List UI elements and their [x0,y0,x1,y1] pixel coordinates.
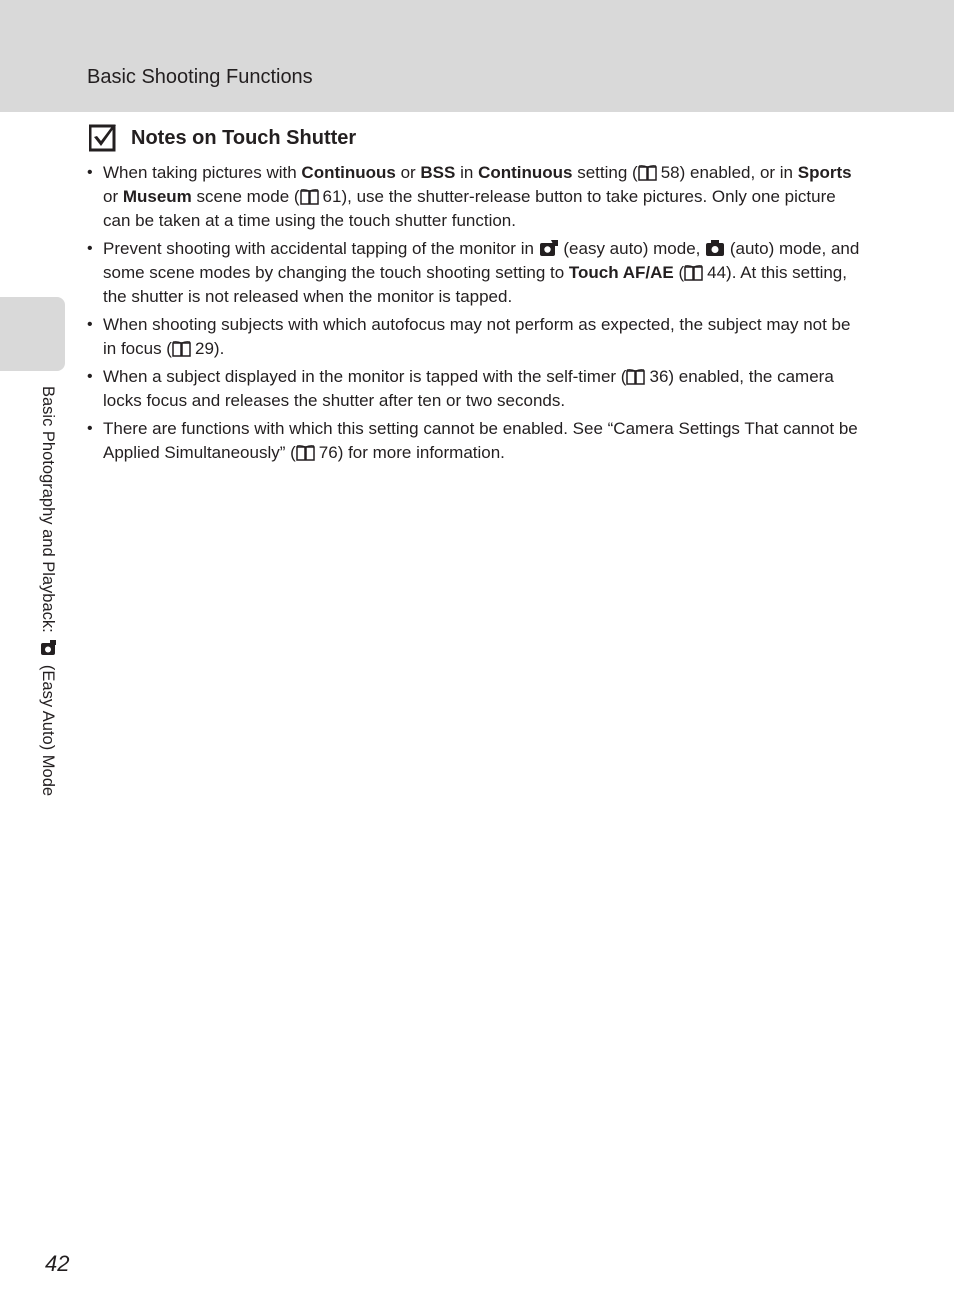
page-reference: 29 [194,339,214,358]
bullet-text: ) enabled, or in [679,163,798,182]
bullet-text: ). [213,339,225,358]
bullet-text: ( [673,263,685,282]
note-heading [89,123,356,153]
chapter-label [38,386,58,796]
page-reference: 44 [707,263,727,282]
page-reference: 61 [322,187,342,206]
bullet-text: or [395,163,421,182]
list-item [87,237,867,309]
bullet-dot: • [87,164,93,181]
section-title: Basic Shooting Functions [87,66,313,88]
bullet-dot: • [87,368,93,385]
easy-auto-mode-icon [539,239,559,257]
book-reference-icon [684,265,703,281]
bullet-text: There are functions with which this setting cannot be enabled. See “Camera Settings That cannot be Applied Simultaneously” ( [103,419,858,462]
bullet-text: or [103,187,123,206]
page-reference: 36 [649,367,669,386]
bullet-dot: • [87,420,93,437]
bullet-text: When a subject displayed in the monitor is tapped with the self-timer ( [103,367,627,386]
check-mark-icon [89,124,117,152]
header-band [0,0,954,112]
bullet-text: ), use the shutter-release button to take pictures. Only one picture can be taken at a time using the touch shutter function. [103,187,836,230]
bullet-text: ) for more information. [337,443,505,462]
note-title: Notes on Touch Shutter [131,126,357,149]
bullet-dot: • [87,316,93,333]
page-reference: 76 [318,443,338,462]
bold-term: Touch AF/AE [568,263,674,282]
bullet-text: scene mode ( [191,187,300,206]
book-reference-icon [626,369,645,385]
book-reference-icon [172,341,191,357]
list-item [87,365,867,413]
list-item [87,161,867,233]
note-bullet-list [87,161,867,469]
bullet-text: (auto) mode, and some scene modes by changing the touch shooting setting to [103,239,860,282]
easy-auto-mode-icon [38,640,58,657]
page-reference: 58 [660,163,680,182]
bold-term: BSS [420,163,456,182]
chapter-label-suffix: (Easy Auto) Mode [39,660,57,797]
bullet-text: ). At this setting, the shutter is not released when the monitor is tapped. [103,263,847,306]
chapter-tab [0,297,65,371]
bullet-text: When taking pictures with [103,163,302,182]
bullet-text: Prevent shooting with accidental tapping of the monitor in [103,239,539,258]
auto-mode-camera-icon [705,239,725,257]
bullet-text: When shooting subjects with which autofocus may not perform as expected, the subject may not be in focus ( [103,315,851,358]
book-reference-icon [638,165,657,181]
page-number: 42 [45,1251,70,1276]
bold-term: Museum [122,187,192,206]
book-reference-icon [300,189,319,205]
bold-term: Continuous [478,163,573,182]
list-item [87,313,867,361]
bold-term: Sports [797,163,852,182]
chapter-label-prefix: Basic Photography and Playback: [39,386,57,638]
bullet-text: (easy auto) mode, [558,239,706,258]
bullet-text: in [455,163,479,182]
bold-term: Continuous [301,163,396,182]
list-item [87,417,867,465]
book-reference-icon [296,445,315,461]
bullet-dot: • [87,240,93,257]
bullet-text: setting ( [572,163,638,182]
bullet-text: ) enabled, the camera locks focus and releases the shutter after ten or two seconds. [103,367,834,410]
